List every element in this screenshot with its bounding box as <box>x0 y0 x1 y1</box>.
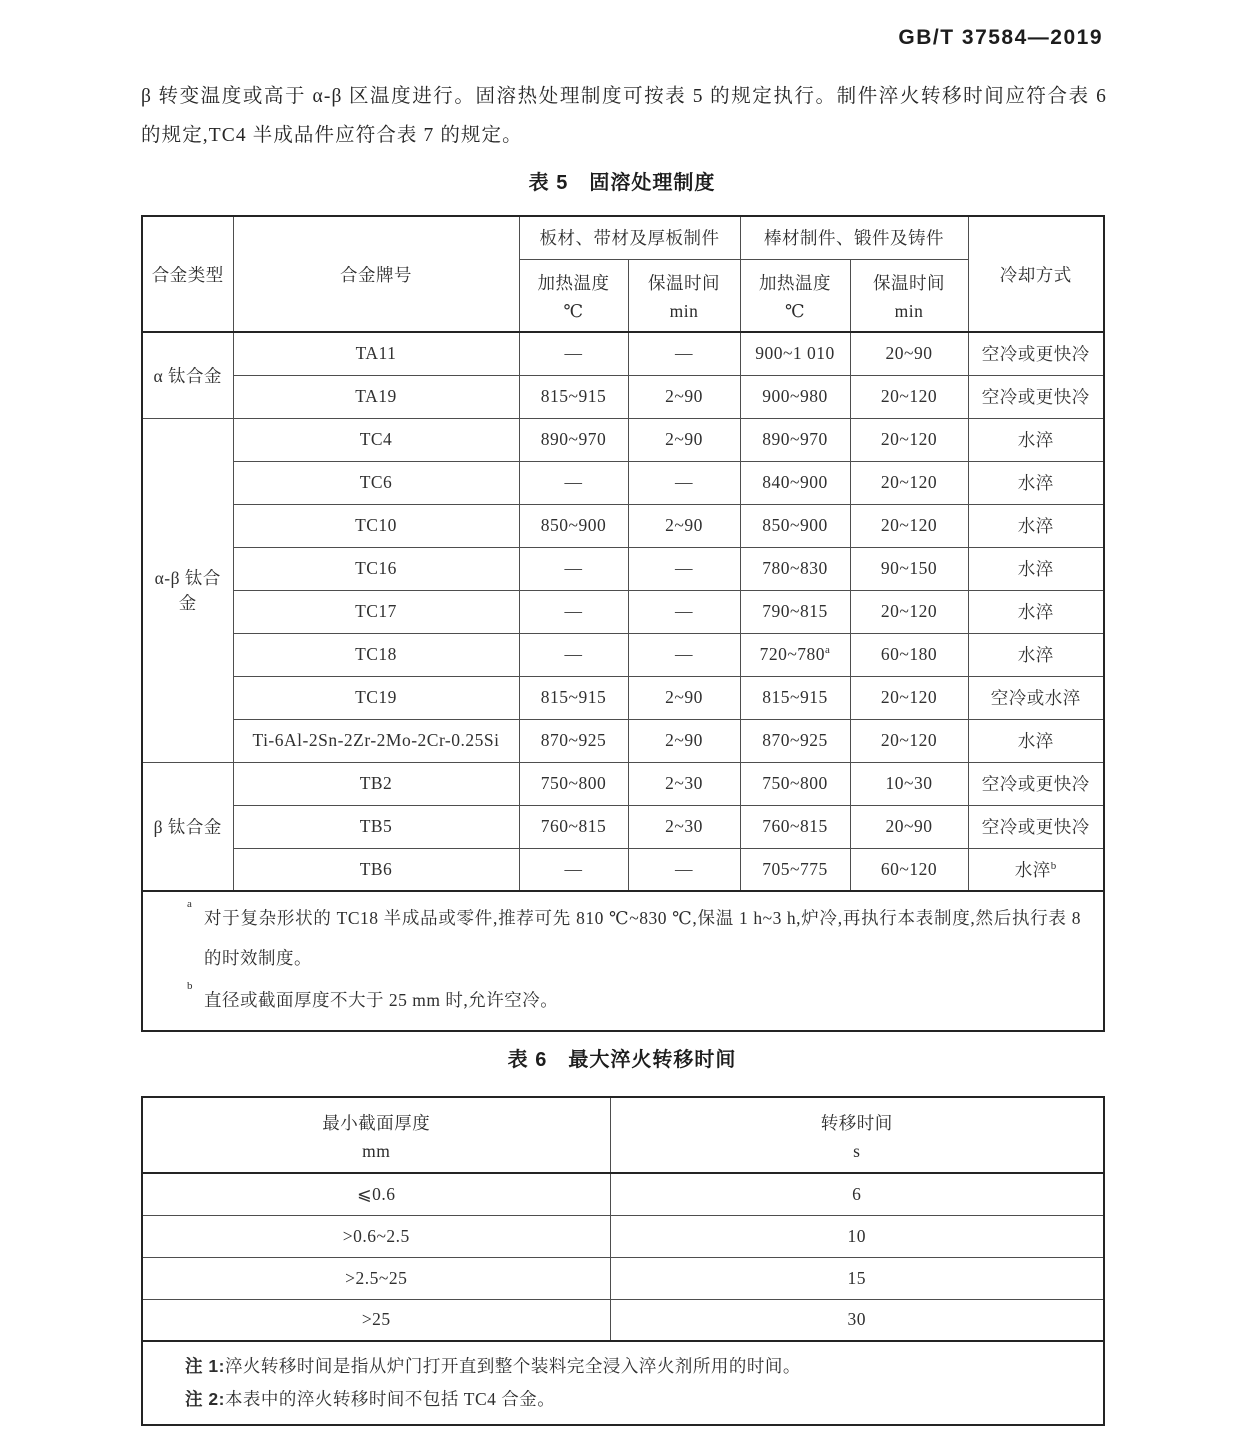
sheet-time-cell: — <box>628 590 740 633</box>
sheet-time-cell: — <box>628 633 740 676</box>
header-label: 转移时间 <box>820 1112 893 1133</box>
intro-paragraph: β 转变温度或高于 α-β 区温度进行。固溶热处理制度可按表 5 的规定执行。制件淬火转移时间应符合表 6 的规定,TC4 半成品件应符合表 7 的规定。 <box>141 86 1107 146</box>
note-text: 本表中的淬火转移时间不包括 TC4 合金。 <box>224 1389 556 1409</box>
table6-note <box>185 1350 1081 1383</box>
sheet-heating-temp-header <box>519 259 628 332</box>
bar-temp-cell: 705~775 <box>740 848 850 891</box>
cooling-cell: 水淬 <box>968 504 1104 547</box>
table5-row <box>142 418 1104 461</box>
sheet-temp-cell: 850~900 <box>519 504 628 547</box>
sheet-time-cell: — <box>628 332 740 375</box>
table6-notes-cell <box>142 1341 1104 1425</box>
sheet-group-header: 板材、带材及厚板制件 <box>519 216 740 259</box>
sheet-time-cell: 2~30 <box>628 762 740 805</box>
bar-temp-cell: 900~1 010 <box>740 332 850 375</box>
grade-cell: TC17 <box>233 590 519 633</box>
cooling-cell: 水淬$^b$ <box>968 848 1104 891</box>
table6-row <box>142 1299 1104 1341</box>
sheet-time-cell: — <box>628 848 740 891</box>
grade-cell: TC18 <box>233 633 519 676</box>
table5-row <box>142 805 1104 848</box>
bar-heating-temp-header <box>740 259 850 332</box>
header-label: 保温时间 <box>873 272 945 293</box>
bar-temp-cell: 760~815 <box>740 805 850 848</box>
bar-time-cell: 20~90 <box>850 332 968 375</box>
thickness-cell: >2.5~25 <box>142 1257 610 1299</box>
alloy-type-cell: α-β 钛合金 <box>142 418 233 762</box>
bar-temp-cell: 840~900 <box>740 461 850 504</box>
bar-holding-time-header <box>850 259 968 332</box>
bar-time-cell: 20~120 <box>850 418 968 461</box>
table5-row <box>142 504 1104 547</box>
footnote-text: 直径或截面厚度不大于 25 mm 时,允许空冷。 <box>204 990 559 1010</box>
table5-row <box>142 762 1104 805</box>
transfer-time-header <box>610 1097 1104 1173</box>
bar-temp-cell: 720~780$^a$ <box>740 633 850 676</box>
table5-row <box>142 547 1104 590</box>
header-unit: s <box>853 1140 861 1161</box>
grade-cell: TC16 <box>233 547 519 590</box>
alloy-grade-header: 合金牌号 <box>233 216 519 332</box>
table5-solution-treatment <box>141 215 1105 1032</box>
grade-cell: TC4 <box>233 418 519 461</box>
table5-footnotes-cell <box>142 891 1104 1031</box>
table5-row <box>142 719 1104 762</box>
cooling-cell: 空冷或更快冷 <box>968 762 1104 805</box>
header-unit: ℃ <box>563 300 584 321</box>
grade-cell: TB5 <box>233 805 519 848</box>
table5-row <box>142 676 1104 719</box>
thickness-cell: ⩽0.6 <box>142 1173 610 1215</box>
note-label: 注 2: <box>185 1389 225 1409</box>
footnote-marker: a <box>825 644 831 657</box>
sheet-time-cell: 2~90 <box>628 418 740 461</box>
cooling-cell: 空冷或更快冷 <box>968 375 1104 418</box>
cooling-cell: 水淬 <box>968 590 1104 633</box>
table6-notes <box>147 1342 1099 1424</box>
cooling-cell: 水淬 <box>968 418 1104 461</box>
grade-cell: TC19 <box>233 676 519 719</box>
bar-temp-cell: 850~900 <box>740 504 850 547</box>
table5-footnotes <box>147 892 1099 1030</box>
sheet-time-cell: 2~90 <box>628 719 740 762</box>
doc-number: GB/T 37584—2019 <box>898 26 1103 49</box>
note-label: 注 1: <box>185 1356 225 1376</box>
bar-time-cell: 60~120 <box>850 848 968 891</box>
bar-time-cell: 90~150 <box>850 547 968 590</box>
cooling-cell: 空冷或更快冷 <box>968 332 1104 375</box>
table5-row <box>142 375 1104 418</box>
header-unit: min <box>894 300 924 321</box>
bar-time-cell: 20~120 <box>850 719 968 762</box>
transfer-time-cell: 15 <box>610 1257 1104 1299</box>
table5-row <box>142 332 1104 375</box>
bar-temp-cell: 750~800 <box>740 762 850 805</box>
grade-cell: TB2 <box>233 762 519 805</box>
table5-footnote: b 直径或截面厚度不大于 25 mm 时,允许空冷。 <box>187 980 559 1010</box>
bar-time-cell: 20~120 <box>850 461 968 504</box>
table6-notes-row <box>142 1341 1104 1425</box>
transfer-time-cell: 30 <box>610 1299 1104 1341</box>
transfer-time-cell: 10 <box>610 1215 1104 1257</box>
cooling-cell: 水淬 <box>968 719 1104 762</box>
sheet-time-cell: — <box>628 547 740 590</box>
sheet-time-cell: 2~90 <box>628 375 740 418</box>
header-label: 加热温度 <box>759 272 831 293</box>
header-label: 最小截面厚度 <box>322 1112 431 1133</box>
header-unit: ℃ <box>784 300 806 321</box>
header-unit: mm <box>362 1140 391 1161</box>
sheet-time-cell: 2~90 <box>628 504 740 547</box>
grade-cell: TA19 <box>233 375 519 418</box>
table6-note <box>185 1383 1081 1416</box>
sheet-temp-cell: 870~925 <box>519 719 628 762</box>
table5-caption: 表 5 固溶处理制度 <box>528 172 716 194</box>
sheet-temp-cell: 750~800 <box>519 762 628 805</box>
sheet-temp-cell: — <box>519 461 628 504</box>
table6-header-row <box>142 1097 1104 1173</box>
bar-time-cell: 60~180 <box>850 633 968 676</box>
note-text: 淬火转移时间是指从炉门打开直到整个装料完全浸入淬火剂所用的时间。 <box>224 1356 801 1376</box>
table5-row <box>142 461 1104 504</box>
sheet-holding-time-header <box>628 259 740 332</box>
grade-cell: TA11 <box>233 332 519 375</box>
table6-caption: 表 6 最大淬火转移时间 <box>507 1049 737 1071</box>
header-label: 保温时间 <box>648 272 720 293</box>
sheet-temp-cell: 890~970 <box>519 418 628 461</box>
cooling-cell: 空冷或更快冷 <box>968 805 1104 848</box>
sheet-temp-cell: — <box>519 633 628 676</box>
table5-row <box>142 633 1104 676</box>
bar-temp-cell: 815~915 <box>740 676 850 719</box>
table5-row <box>142 590 1104 633</box>
bar-temp-cell: 780~830 <box>740 547 850 590</box>
table5-row <box>142 848 1104 891</box>
grade-cell: Ti-6Al-2Sn-2Zr-2Mo-2Cr-0.25Si <box>233 719 519 762</box>
sheet-temp-cell: — <box>519 547 628 590</box>
bar-time-cell: 20~120 <box>850 590 968 633</box>
table6-row <box>142 1215 1104 1257</box>
sheet-temp-cell: 760~815 <box>519 805 628 848</box>
sheet-temp-cell: 815~915 <box>519 676 628 719</box>
bar-time-cell: 20~90 <box>850 805 968 848</box>
sheet-temp-cell: — <box>519 590 628 633</box>
thickness-cell: >0.6~2.5 <box>142 1215 610 1257</box>
table6-row <box>142 1173 1104 1215</box>
table5-header-row-1 <box>142 216 1104 259</box>
bar-time-cell: 20~120 <box>850 375 968 418</box>
grade-cell: TC6 <box>233 461 519 504</box>
table5-footnote: a 对于复杂形状的 TC18 半成品或零件,推荐可先 810 ℃~830 ℃,保温 1 h~3 h,炉冷,再执行本表制度,然后执行表 8 的时效制度。 <box>187 898 1081 968</box>
bar-temp-cell: 900~980 <box>740 375 850 418</box>
bar-time-cell: 20~120 <box>850 504 968 547</box>
cooling-method-header: 冷却方式 <box>968 216 1104 332</box>
sheet-time-cell: 2~30 <box>628 805 740 848</box>
cooling-cell: 水淬 <box>968 547 1104 590</box>
alloy-type-cell: β 钛合金 <box>142 762 233 891</box>
grade-cell: TC10 <box>233 504 519 547</box>
sheet-time-cell: — <box>628 461 740 504</box>
bar-group-header: 棒材制件、锻件及铸件 <box>740 216 968 259</box>
table6-row <box>142 1257 1104 1299</box>
bar-temp-cell: 790~815 <box>740 590 850 633</box>
footnote-marker: b <box>1050 859 1057 872</box>
cooling-cell: 水淬 <box>968 633 1104 676</box>
grade-cell: TB6 <box>233 848 519 891</box>
cooling-cell: 空冷或水淬 <box>968 676 1104 719</box>
sheet-temp-cell: 815~915 <box>519 375 628 418</box>
sheet-temp-cell: — <box>519 848 628 891</box>
bar-temp-cell: 870~925 <box>740 719 850 762</box>
alloy-type-cell: α 钛合金 <box>142 332 233 418</box>
footnote-text: 对于复杂形状的 TC18 半成品或零件,推荐可先 810 ℃~830 ℃,保温 1 h~3 h,炉冷,再执行本表制度,然后执行表 8 的时效制度。 <box>204 908 1081 968</box>
table5-footnotes-row <box>142 891 1104 1031</box>
table6-quench-transfer-time <box>141 1096 1105 1426</box>
sheet-time-cell: 2~90 <box>628 676 740 719</box>
header-unit: min <box>669 300 699 321</box>
bar-time-cell: 20~120 <box>850 676 968 719</box>
bar-temp-cell: 890~970 <box>740 418 850 461</box>
bar-time-cell: 10~30 <box>850 762 968 805</box>
alloy-type-header: 合金类型 <box>142 216 233 332</box>
transfer-time-cell: 6 <box>610 1173 1104 1215</box>
cooling-cell: 水淬 <box>968 461 1104 504</box>
thickness-cell: >25 <box>142 1299 610 1341</box>
min-section-thickness-header <box>142 1097 610 1173</box>
header-label: 加热温度 <box>537 272 610 293</box>
sheet-temp-cell: — <box>519 332 628 375</box>
